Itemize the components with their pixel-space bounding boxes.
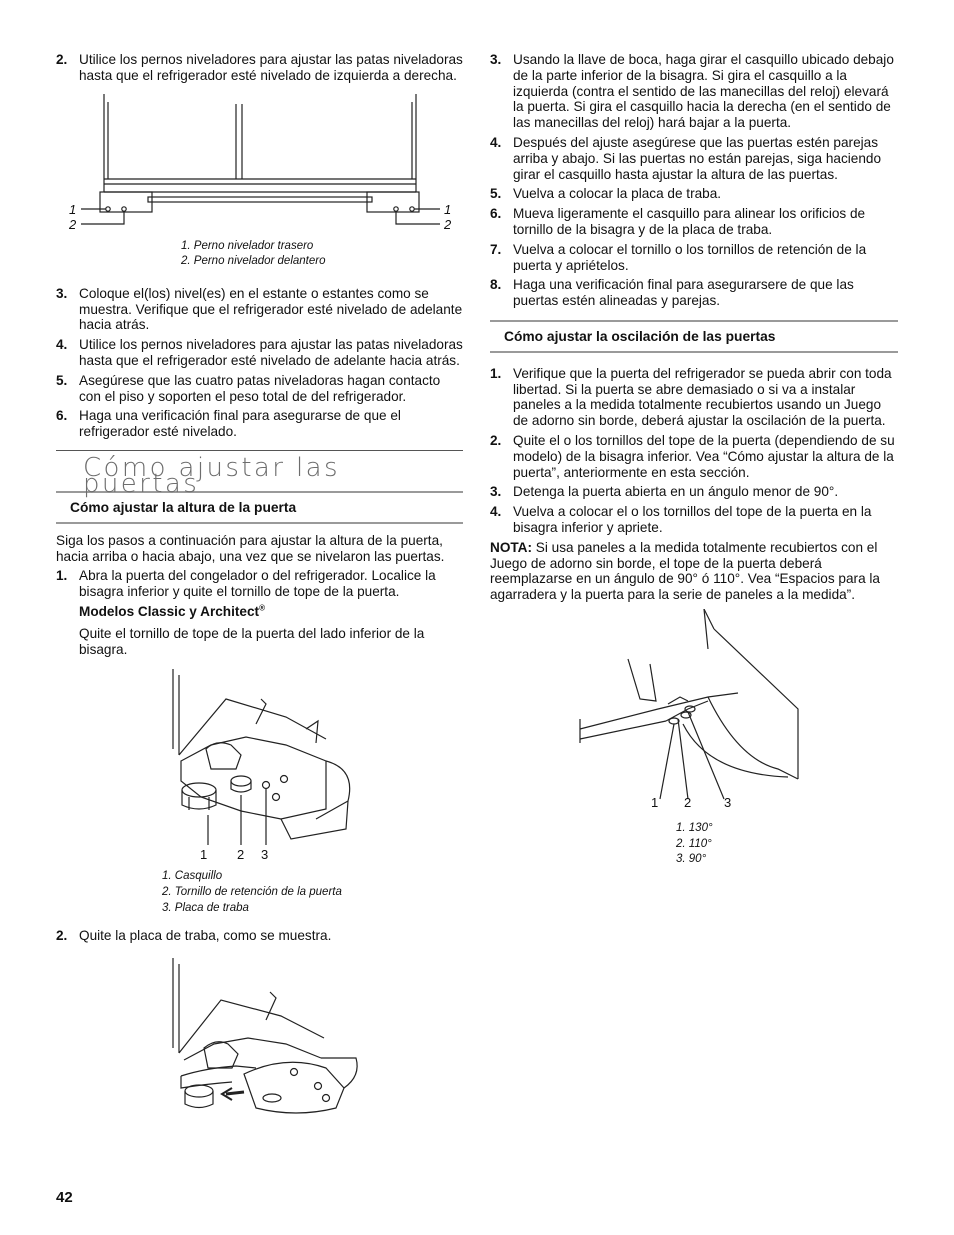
step-5-feet-contact — [56, 373, 463, 405]
left-column — [56, 52, 463, 1138]
page-number: 42 — [56, 1189, 73, 1206]
step-text: Quite el o los tornillos del tope de la puerta (dependiendo de su modelo) de la bisagra inferior. Vea “Cómo ajustar la altura de la puerta”, anteriormente en esta sección. — [513, 432, 895, 480]
door-swing-figure — [578, 609, 898, 809]
subsection-title-swing: Cómo ajustar la oscilación de las puertas — [490, 320, 898, 353]
step-2-remove-plate — [56, 928, 463, 944]
door-swing-captions — [676, 821, 898, 868]
step-text: Mueva ligeramente el casquillo para alinear los orificios de tornillo de la bisagra y de la placa de traba. — [513, 206, 866, 237]
step-text: Coloque el(los) nivel(es) en el estante o estantes como se muestra. Verifique que el refrigerador esté nivelado de adelante hacia atrás. — [79, 285, 463, 333]
step-3-level-front — [56, 286, 463, 333]
step-text: Asegúrese que las cuatro patas niveladoras hagan contacto con el piso y soporten el peso total de del refrigerador. — [79, 372, 441, 404]
step-number: 6. — [490, 206, 502, 222]
caption-line: 1. Casquillo — [162, 870, 223, 883]
note-paragraph — [490, 540, 898, 603]
callout-2: 2 — [684, 794, 692, 810]
step-number: 6. — [56, 408, 68, 424]
step-5-replace-plate — [490, 186, 898, 202]
callout-left-2: 2 — [69, 216, 77, 232]
step-4-replace-stop-screws — [490, 504, 898, 536]
refrigerator-front-illustration — [56, 94, 463, 239]
callout-1: 1 — [200, 847, 208, 863]
step-text: Vuelva a colocar el o los tornillos del tope de la puerta en la bisagra inferior y apriete. — [513, 504, 872, 535]
step-4-adjust-front — [56, 337, 463, 369]
step-4-check-even — [490, 135, 898, 182]
step-6-align-holes — [490, 206, 898, 238]
step-number: 4. — [490, 134, 502, 150]
door-stop-illustration — [578, 609, 818, 809]
step-3-hold-door — [490, 484, 898, 500]
step-text: Vuelva a colocar la placa de traba. — [513, 186, 722, 202]
caption-line: 2. 110° — [676, 837, 712, 850]
models-label: Modelos Classic y Architect — [79, 603, 260, 619]
step-3-turn-bushing — [490, 52, 898, 131]
step-1-check-door — [490, 366, 898, 429]
step-text: Haga una verificación final para asegurarsere de que las puertas estén alineadas y parejas. — [513, 277, 854, 309]
models-instruction: Quite el tornillo de tope de la puerta del lado inferior de la bisagra. — [79, 625, 425, 657]
step-number: 5. — [490, 186, 502, 202]
step-text: Quite la placa de traba, como se muestra. — [79, 928, 332, 944]
hinge-figure-captions — [162, 869, 463, 916]
hinge-figure — [56, 669, 463, 861]
step-number: 1. — [56, 568, 68, 584]
step-6-final-check — [56, 408, 463, 440]
leveling-figure — [56, 94, 463, 239]
step-2-level-side — [56, 52, 463, 84]
callout-right-1: 1 — [444, 201, 452, 217]
callout-3: 3 — [261, 847, 269, 863]
caption-line: 2. Perno nivelador delantero — [181, 255, 326, 268]
caption-line: 3. 90° — [676, 853, 707, 866]
right-column — [490, 52, 898, 868]
caption-line: 2. Tornillo de retención de la puerta — [162, 885, 342, 898]
leveling-figure-captions — [181, 239, 463, 270]
step-number: 5. — [56, 372, 68, 388]
step-number: 7. — [490, 241, 502, 257]
section-title: Cómo ajustar las puertas — [83, 452, 340, 499]
callout-2: 2 — [237, 847, 245, 863]
step-7-replace-screws — [490, 242, 898, 274]
subsection-title: Cómo ajustar la altura de la puerta — [56, 491, 463, 524]
step-text: Vuelva a colocar el tornillo o los tornillos de retención de la puerta y apriételos. — [513, 241, 867, 273]
caption-line: 1. 130° — [676, 821, 713, 834]
step-text: Utilice los pernos niveladores para ajustar las patas niveladoras hasta que el refrigerador esté nivelado de adelante hacia atrás. — [79, 337, 463, 368]
callout-1: 1 — [651, 794, 659, 810]
step-text: Después del ajuste asegúrese que las puertas estén parejas arriba y abajo. Si las puertas no están parejas, siga haciendo girar el casquillo hasta ajustar la altura de las puertas. — [513, 134, 882, 182]
step-text: Detenga la puerta abierta en un ángulo menor de 90°. — [513, 484, 839, 500]
step-number: 4. — [490, 504, 502, 520]
step-number: 2. — [56, 928, 68, 944]
step-text: Abra la puerta del congelador o del refrigerador. Localice la bisagra inferior y quite el tornillo de tope de la puerta. — [79, 568, 436, 600]
step-text: Usando la llave de boca, haga girar el casquillo ubicado debajo de la parte inferior de la bisagra. Si gira el casquillo a la izquierda (contra el sentido de las manecillas del reloj) elevará la puerta. Si gira el casquillo hacia la derecha (en el sentido de las manecillas del reloj) hará bajar a la puerta. — [513, 52, 894, 131]
hinge-screw-illustration — [56, 669, 463, 861]
step-number: 1. — [490, 365, 502, 381]
callout-right-2: 2 — [444, 216, 452, 232]
step-number: 3. — [490, 52, 502, 67]
models-heading — [79, 604, 463, 620]
note-text: Si usa paneles a la medida totalmente recubiertos con el Juego de adorno sin borde, el tope de la puerta deberá reemplazarse en un ángulo de 90° ó 110°. Vea “Espacios para la agarradera y la puerta para la serie de paneles a la medida”. — [490, 539, 880, 603]
step-text: Verifique que la puerta del refrigerador se pueda abrir con toda libertad. Si la puerta se abre demasiado o si va a instalar paneles a la medida totalmente recubiertos usando un Juego de adorno sin borde, deberá ajustar la oscilación de la puerta. — [513, 365, 892, 429]
caption-line: 1. Perno nivelador trasero — [181, 239, 314, 252]
callout-3: 3 — [724, 794, 732, 810]
intro-paragraph: Siga los pasos a continuación para ajustar la altura de la puerta, hacia arriba o hacia abajo, una vez que se nivelaron las puertas. — [56, 532, 445, 564]
registered-mark: ® — [259, 603, 265, 613]
step-text: Utilice los pernos niveladores para ajustar las patas niveladoras hasta que el refrigerador esté nivelado de izquierda a derecha. — [79, 52, 463, 83]
step-number: 8. — [490, 277, 502, 293]
callout-left-1: 1 — [69, 201, 77, 217]
caption-line: 3. Placa de traba — [162, 901, 249, 914]
step-number: 2. — [490, 432, 502, 448]
remove-plate-illustration — [56, 958, 463, 1138]
note-label: NOTA: — [490, 539, 533, 555]
step-8-final-check — [490, 277, 898, 309]
remove-plate-figure — [56, 958, 463, 1138]
step-2-remove-stop-screws — [490, 433, 898, 480]
step-text: Haga una verificación final para asegurarse de que el refrigerador esté nivelado. — [79, 408, 401, 440]
step-number: 3. — [490, 484, 502, 500]
step-number: 3. — [56, 285, 68, 301]
step-number: 4. — [56, 337, 68, 353]
step-1-open-door — [56, 568, 463, 600]
step-number: 2. — [56, 52, 68, 67]
